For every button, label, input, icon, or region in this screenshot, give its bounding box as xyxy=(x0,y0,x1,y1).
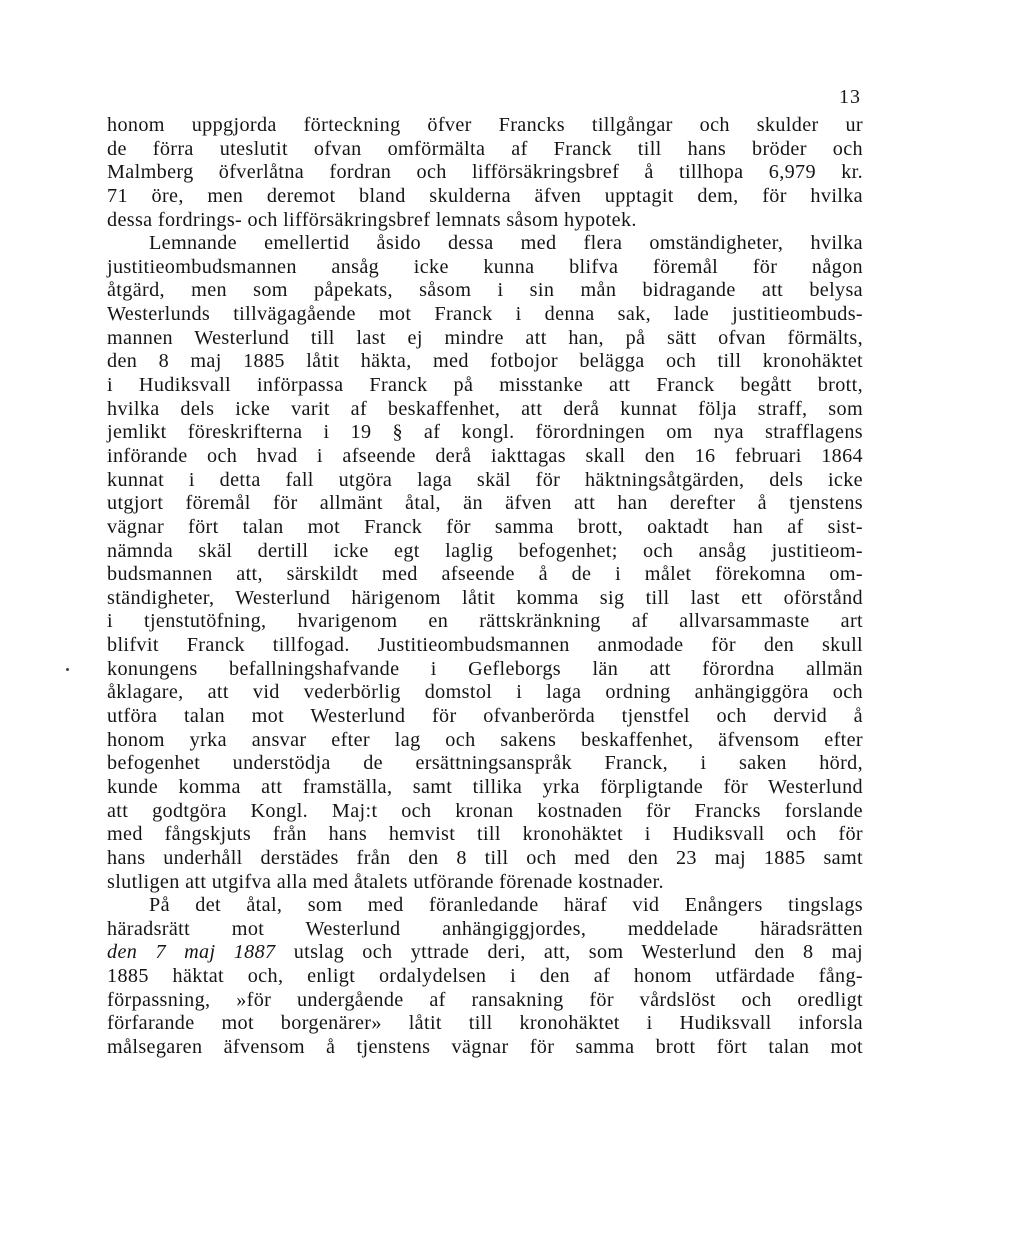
text-line: befogenhet understödja de ersättningsanspråk Franck, i saken hörd, xyxy=(107,752,863,775)
text-line: jemlikt föreskrifterna i 19 § af kongl. förordningen om nya strafflagens xyxy=(107,421,863,444)
text-line: blifvit Franck tillfogad. Justitieombudsmannen anmodade för den skull xyxy=(107,634,863,657)
text-line: utgjort föremål för allmänt åtal, än äfven att han derefter å tjenstens xyxy=(107,492,863,515)
italic-date: den 7 maj 1887 xyxy=(107,941,276,964)
text-line: målsegaren äfvensom å tjenstens vägnar för samma brott fört talan mot xyxy=(107,1035,863,1058)
text-line: Malmberg öfverlåtna fordran och lifförsäkringsbref å tillhopa 6,979 kr. xyxy=(107,161,863,184)
text-line: åtgärd, men som påpekats, såsom i sin mån bidragande att belysa xyxy=(107,279,863,302)
text-line: Lemnande emellertid åsido dessa med flera omständigheter, hvilka xyxy=(149,232,863,255)
text-line: de förra uteslutit ofvan omförmälta af Franck till hans bröder och xyxy=(107,137,863,160)
text-line: den 8 maj 1885 låtit häkta, med fotbojor belägga och till kronohäktet xyxy=(107,350,863,373)
text-line: ständigheter, Westerlund härigenom låtit komma sig till last ett oförstånd xyxy=(107,586,863,609)
text-line: hvilka dels icke varit af beskaffenhet, att derå kunnat följa straff, som xyxy=(107,397,863,420)
text-line: vägnar fört talan mot Franck för samma brott, oaktadt han af sist- xyxy=(107,515,863,538)
text-line: nämnda skäl dertill icke egt laglig befogenhet; och ansåg justitieom- xyxy=(107,539,863,562)
paragraph-2 xyxy=(107,232,863,894)
text-line: kunnat i detta fall utgöra laga skäl för häktningsåtgärden, dels icke xyxy=(107,468,863,491)
text-line: utföra talan mot Westerlund för ofvanberörda tjenstfel och dervid å xyxy=(107,705,863,728)
text-line: dessa fordrings- och lifförsäkringsbref lemnats såsom hypotek. xyxy=(107,208,637,231)
text-line: På det åtal, som med föranledande häraf vid Enångers tingslags xyxy=(149,894,863,917)
text-line: häradsrätt mot Westerlund anhängiggjordes, meddelade häradsrätten xyxy=(107,917,863,940)
text-line: justitieombudsmannen ansåg icke kunna blifva föremål för någon xyxy=(107,255,863,278)
text-line: den 7 maj 1887 utslag och yttrade deri, att, som Westerlund den 8 maj xyxy=(107,941,863,964)
text-line: budsmannen att, särskildt med afseende å de i målet förekomna om- xyxy=(107,563,863,586)
text-line: förpassning, »för undergående af ransakning för vårdslöst och oredligt xyxy=(107,988,863,1011)
text-line: honom yrka ansvar efter lag och sakens beskaffenhet, äfvensom efter xyxy=(107,728,863,751)
text-line: hans underhåll derstädes från den 8 till och med den 23 maj 1885 samt xyxy=(107,846,863,869)
text-line: kunde komma att framställa, samt tillika yrka förpligtande för Westerlund xyxy=(107,775,863,798)
text-line: konungens befallningshafvande i Gefleborgs län att förordna allmän xyxy=(107,657,863,680)
page-number: 13 xyxy=(839,86,861,108)
paragraph-3 xyxy=(107,894,863,1059)
text-line: slutligen att utgifva alla med åtalets utförande förenade kostnader. xyxy=(107,870,664,893)
text-line: med fångskjuts från hans hemvist till kronohäktet i Hudiksvall och för xyxy=(107,823,863,846)
text-line: mannen Westerlund till last ej mindre att han, på sätt ofvan förmälts, xyxy=(107,326,863,349)
text-line: införande och hvad i afseende derå iakttagas skall den 16 februari 1864 xyxy=(107,444,863,467)
paragraph-1 xyxy=(107,114,863,232)
text-line: honom uppgjorda förteckning öfver Francks tillgångar och skulder ur xyxy=(107,114,863,136)
text-line: i tjenstutöfning, hvarigenom en rättskränkning af allvarsammaste art xyxy=(107,610,863,633)
text-line: åklagare, att vid vederbörlig domstol i laga ordning anhängiggöra och xyxy=(107,681,863,704)
text-line: Westerlunds tillvägagående mot Franck i denna sak, lade justitieombuds- xyxy=(107,303,863,326)
body-text xyxy=(107,114,863,1060)
text-line: förfarande mot borgenärer» låtit till kronohäktet i Hudiksvall inforsla xyxy=(107,1012,863,1035)
margin-speck xyxy=(66,668,69,671)
text-line: 1885 häktat och, enligt ordalydelsen i den af honom utfärdade fång- xyxy=(107,965,863,988)
text-line: att godtgöra Kongl. Maj:t och kronan kostnaden för Francks forslande xyxy=(107,799,863,822)
text-line: 71 öre, men deremot bland skulderna äfven upptagit dem, för hvilka xyxy=(107,184,863,207)
text-line: i Hudiksvall införpassa Franck på misstanke att Franck begått brott, xyxy=(107,374,863,397)
